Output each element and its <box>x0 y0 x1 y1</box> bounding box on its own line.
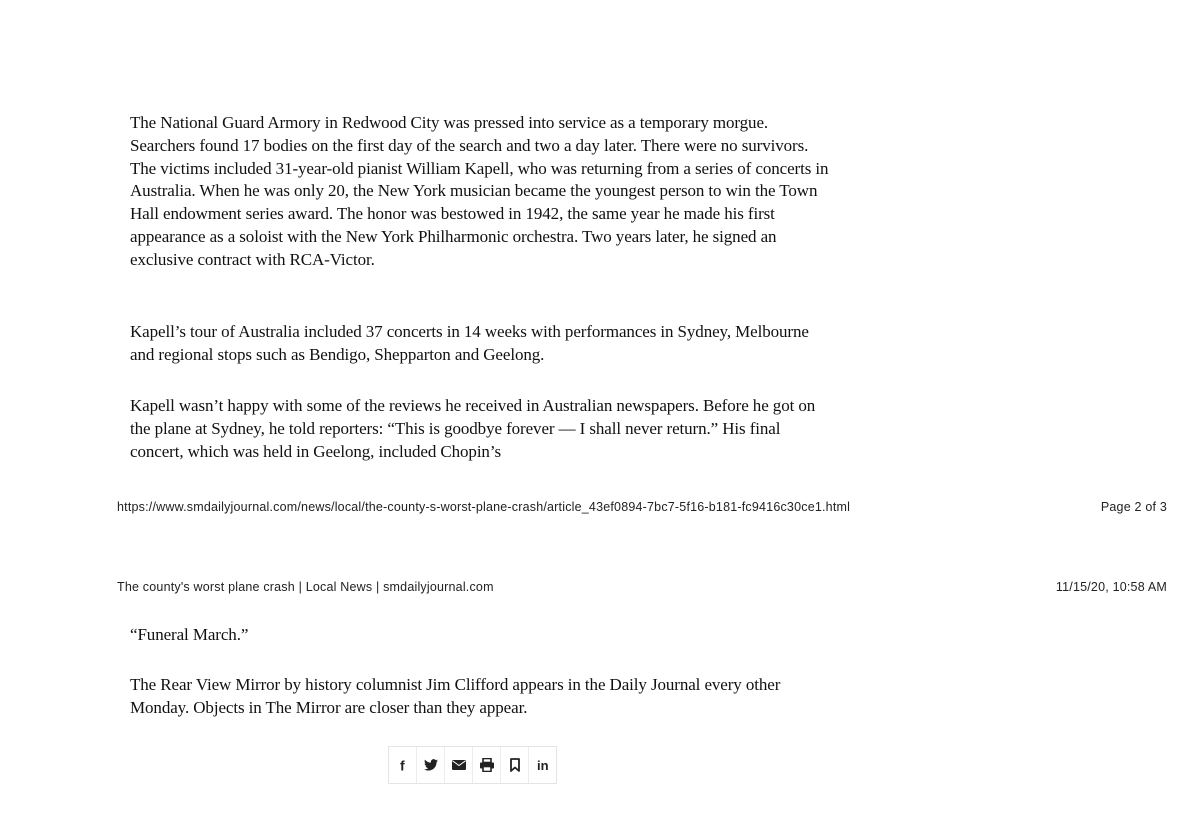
print-header-datetime: 11/15/20, 10:58 AM <box>1055 580 1167 594</box>
bookmark-button[interactable] <box>501 747 529 783</box>
article-paragraph-reviews: Kapell wasn’t happy with some of the reviews he received in Australian newspapers. Before he got on the plane at Sydney, he told reporters: “This is goodbye forever — I shall never return.” His final concert, which was held in Geelong, included Chopin’s <box>130 396 816 461</box>
print-button[interactable] <box>473 747 501 783</box>
linkedin-share-button[interactable] <box>529 747 556 783</box>
footer-url: https://www.smdailyjournal.com/news/local/the-county-s-worst-plane-crash/article_43ef0894-7bc7-5f16-b181-fc9416c30ce1.html <box>117 500 851 514</box>
print-header-title: The county's worst plane crash | Local News | smdailyjournal.com <box>117 580 494 594</box>
linkedin-icon <box>536 758 550 772</box>
bookmark-icon <box>510 758 520 772</box>
article-paragraph-columnist-note: The Rear View Mirror by history columnist Jim Clifford appears in the Daily Journal every other Monday. Objects in The Mirror are closer than they appear. <box>130 675 781 717</box>
page-number: Page 2 of 3 <box>1100 500 1167 514</box>
share-toolbar <box>388 746 557 784</box>
print-icon <box>480 758 494 772</box>
article-paragraph-funeral-march: “Funeral March.” <box>130 625 249 644</box>
facebook-icon <box>396 758 410 772</box>
svg-text:in: in <box>536 758 549 772</box>
facebook-share-button[interactable] <box>389 747 417 783</box>
twitter-icon <box>424 759 438 771</box>
email-icon <box>452 760 466 770</box>
svg-text:f: f <box>399 758 405 772</box>
article-paragraph-morgue: The National Guard Armory in Redwood City was pressed into service as a temporary morgue. Searchers found 17 bodies on the first day of the search and two a day later. There were no survivors. The victims included 31-year-old pianist William Kapell, who was returning from a series of concerts in Australia. When he was only 20, the New York musician became the youngest person to win the Town Hall endowment series award. The honor was bestowed in 1942, the same year he made his first appearance as a soloist with the New York Philharmonic orchestra. Two years later, he signed an exclusive contract with RCA-Victor. <box>130 113 829 269</box>
article-paragraph-tour: Kapell’s tour of Australia included 37 concerts in 14 weeks with performances in Sydney, Melbourne and regional stops such as Bendigo, Shepparton and Geelong. <box>130 322 809 364</box>
twitter-share-button[interactable] <box>417 747 445 783</box>
email-share-button[interactable] <box>445 747 473 783</box>
